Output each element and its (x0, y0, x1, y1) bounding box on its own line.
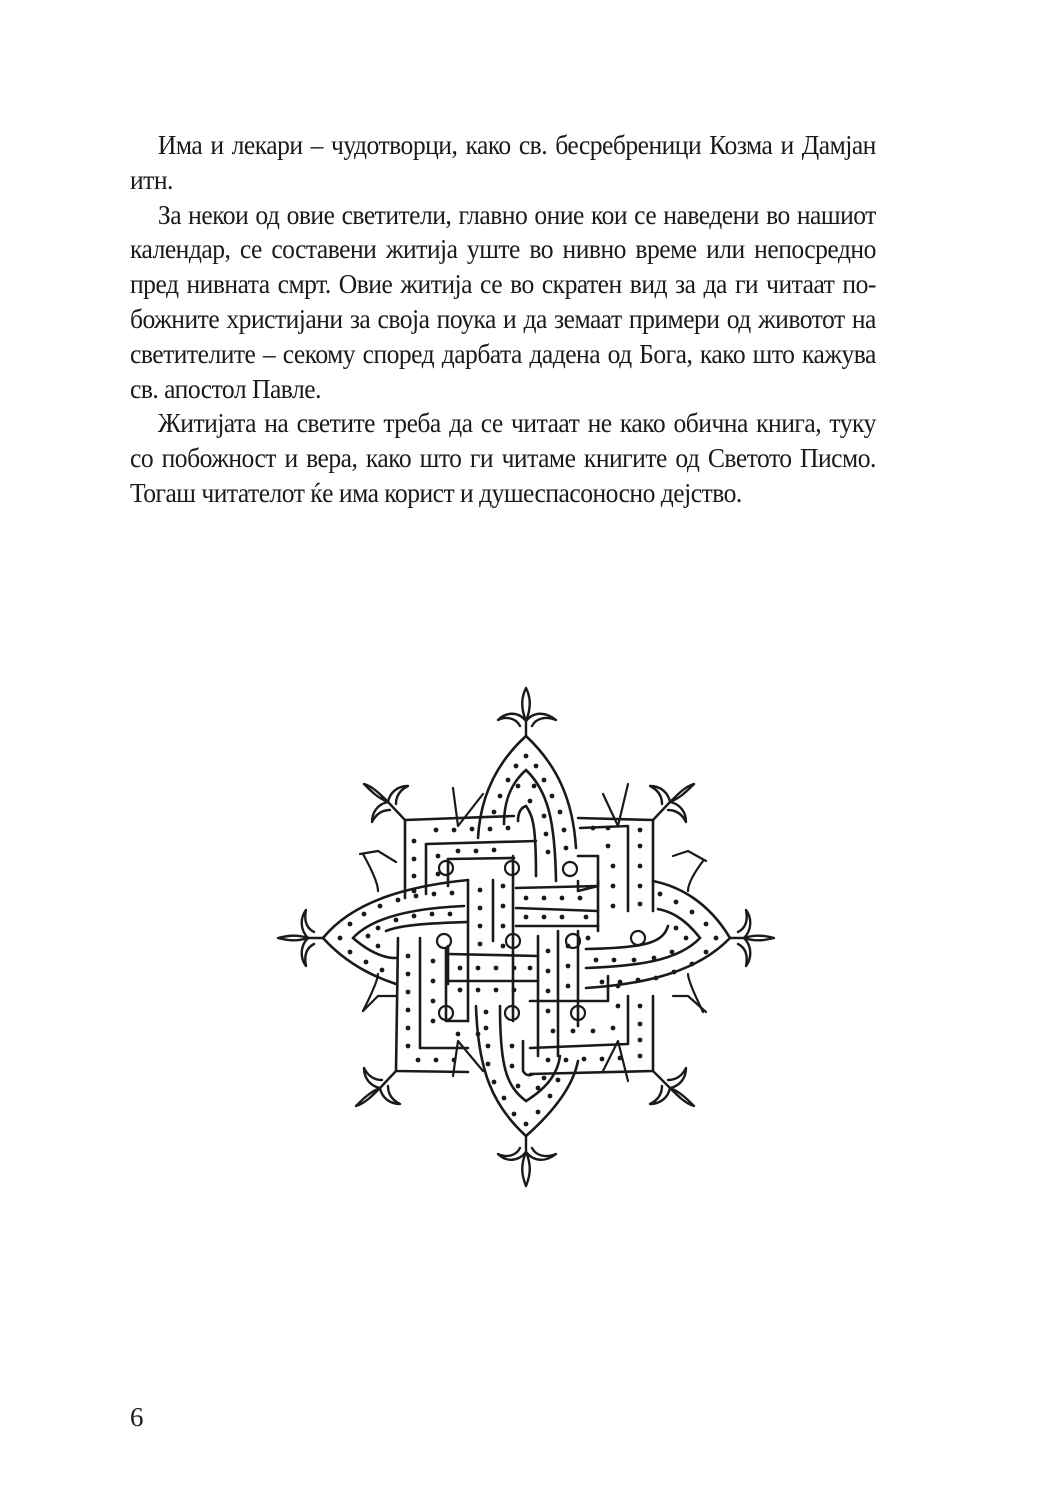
paragraph-2 (130, 198, 876, 407)
text-line: Има и лекари – чудотворци, како св. бесребреници Козма и Дамјан (157, 129, 876, 160)
finial-bottom (498, 1136, 556, 1186)
paragraph-3 (130, 406, 876, 510)
text-line: календар, се составени житија уште во нивно време или непосредно (130, 233, 876, 265)
paragraph-1 (130, 128, 876, 198)
middle-square (446, 856, 608, 1021)
finial-bottom-right (650, 1068, 694, 1106)
text-line: За некои од овие светители, главно оние кои се наведени во нашиот (157, 198, 876, 230)
horizontal-loop-right (586, 881, 730, 988)
text-line: со побожност и вера, како што ги читаме книгите од Светото Писмо. (130, 442, 876, 474)
vertical-loop-bottom (476, 1006, 578, 1136)
text-line: божните христијани за своја поука и да земаат примери од животот на (130, 302, 876, 334)
text-line: Тогаш читателот ќе има корист и душеспасоносно дејство. (130, 476, 742, 508)
text-line: пред нивната смрт. Овие житија се во скратен вид за да ги читаат по- (130, 268, 876, 300)
outer-square (396, 816, 653, 1074)
finial-bottom-left (356, 1068, 400, 1106)
text-line: светителите – секому според дарбата дадена од Бога, како што кажува (130, 337, 876, 369)
finial-top (498, 688, 556, 736)
finial-right (730, 910, 774, 966)
text-line: св. апостол Павле. (130, 372, 321, 404)
text-line: итн. (130, 163, 173, 195)
finial-left (278, 910, 323, 966)
body-text (130, 128, 876, 511)
text-line: Житијата на светите треба да се читаат не како обична книга, туку (157, 407, 876, 439)
page-number: 6 (130, 1402, 144, 1432)
interlaced-knot-ornament-icon (268, 676, 784, 1196)
finial-top-left (364, 784, 408, 822)
finial-top-right (650, 784, 694, 822)
central-weave (448, 856, 598, 1056)
